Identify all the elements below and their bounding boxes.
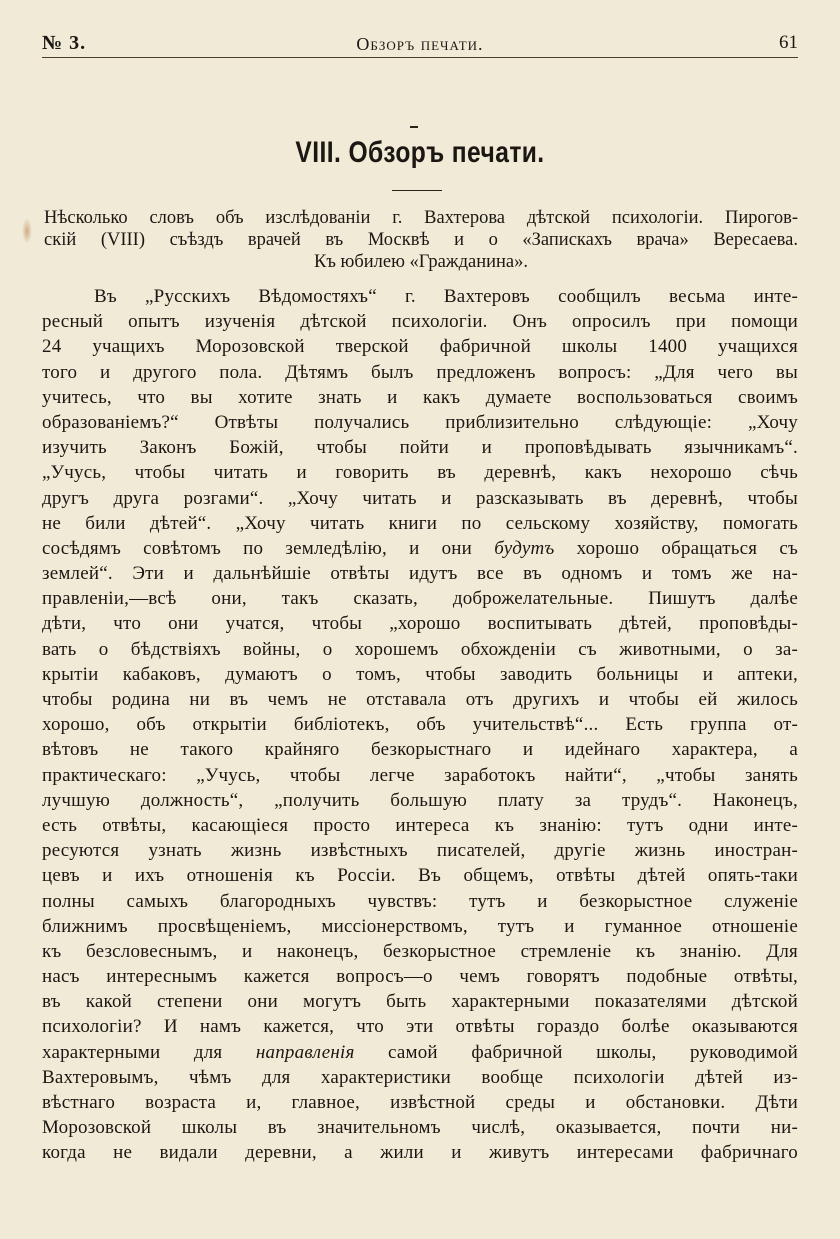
body-line: цевъ и ихъ отношенія къ Россіи. Въ общемъ, отвѣты дѣтей опять-таки: [42, 865, 798, 887]
section-title: VIII. Обзоръ печати.: [295, 136, 545, 169]
body-line: полны самыхъ благородныхъ чувствъ: тутъ и безкорыстное служеніе: [42, 890, 798, 912]
body-line: къ безсловеснымъ, и наконецъ, безкорыстное стремленіе къ знанію. Для: [42, 940, 798, 962]
body-line: Морозовской школы въ значительномъ числѣ, оказывается, почти ни-: [42, 1117, 798, 1139]
article-body: [42, 284, 798, 1166]
running-title: Обзоръ печати.: [356, 34, 484, 54]
body-line: дѣти, что они учатся, чтобы „хорошо воспитывать дѣтей, проповѣды-: [42, 613, 798, 635]
body-line: учитесь, что вы хотите знать и какъ думаете воспользоваться своимъ: [42, 386, 798, 408]
page-number: 61: [779, 32, 798, 53]
summary-line: Нѣсколько словъ объ изслѣдованіи г. Вахтерова дѣтской психологіи. Пирогов-: [44, 208, 798, 228]
title-ornament: [410, 126, 418, 128]
body-line: психологіи? И намъ кажется, что эти отвѣты гораздо болѣе оказываются: [42, 1016, 798, 1038]
body-line: когда не видали деревни, а жили и живутъ интересами фабричнаго: [42, 1142, 798, 1164]
body-line: чтобы родина ни въ чемъ не отставала отъ другихъ и чтобы ей жилось: [42, 689, 798, 710]
body-line: хорошо, объ открытіи библіотекъ, объ учительствѣ“... Есть группа от-: [42, 714, 798, 736]
body-line: не били дѣтей“. „Хочу читать книги по сельскому хозяйству, помогать: [42, 512, 798, 534]
body-line: практическаго: „Учусь, чтобы легче заработокъ найти“, „чтобы занять: [42, 764, 798, 786]
summary-line: скій (VIII) съѣздъ врачей въ Москвѣ и о «Запискахъ врача» Вересаева.: [44, 230, 798, 250]
body-line: насъ интереснымъ кажется вопросъ—о чемъ говорятъ подобные отвѣты,: [42, 966, 798, 988]
body-line: лучшую должность“, „получить большую плату за трудъ“. Наконецъ,: [42, 789, 798, 811]
body-line: вать о бѣдствіяхъ войны, о хорошемъ обхожденіи съ животными, о за-: [42, 638, 798, 660]
body-line: изучить Законъ Божій, чтобы пойти и проповѣдывать язычникамъ“.: [42, 437, 798, 459]
body-line: ресуются узнать жизнь извѣстныхъ писателей, другіе жизнь иностран-: [42, 840, 798, 862]
body-line: образованіемъ?“ Отвѣты получались приблизительно слѣдующіе: „Хочу: [42, 411, 798, 433]
header-rule: [42, 57, 798, 58]
summary-line: Къ юбилею «Гражданина».: [314, 252, 528, 272]
body-line: правленіи,—всѣ они, такъ сказать, доброжелательные. Пишутъ далѣе: [42, 588, 798, 610]
body-line: того и другого пола. Дѣтямъ былъ предложенъ вопросъ: „Для чего вы: [42, 361, 798, 383]
body-line: сосѣдямъ совѣтомъ по земледѣлію, и они будутъ хорошо обращаться съ: [42, 537, 798, 559]
issue-number: № 3.: [42, 32, 87, 54]
body-line: ближнимъ просвѣщеніемъ, миссіонерствомъ, тутъ и гуманное отношеніе: [42, 915, 798, 937]
body-line: ресный опытъ изученія дѣтской психологіи. Онъ опросилъ при помощи: [42, 311, 798, 333]
italic-word: направленія: [255, 1041, 355, 1063]
body-line: землей“. Эти и дальнѣйшіе отвѣты идутъ все въ одномъ и томъ же на-: [42, 563, 798, 585]
body-line: Вахтеровымъ, чѣмъ для характеристики вообще психологіи дѣтей из-: [42, 1066, 798, 1088]
italic-word: будутъ: [494, 537, 555, 559]
body-line: 24 учащихъ Морозовской тверской фабричной школы 1400 учащихся: [42, 336, 798, 358]
body-line: характерными для направленія самой фабричной школы, руководимой: [42, 1041, 798, 1063]
body-line: вѣтовъ не такого крайняго безкорыстнаго и идейнаго характера, а: [42, 739, 798, 761]
body-line: „Учусь, чтобы читать и говорить въ деревнѣ, какъ нехорошо сѣчь: [42, 462, 798, 484]
section-summary: [44, 207, 798, 273]
body-line: другъ друга розгами“. „Хочу читать и разсказывать въ деревнѣ, чтобы: [42, 487, 798, 509]
body-line: крытіи кабаковъ, думаютъ о томъ, чтобы заводить больницы и аптеки,: [42, 663, 798, 685]
title-rule: [392, 190, 442, 191]
page-stain: [22, 218, 32, 244]
body-line: въ какой степени они могутъ быть характерными показателями дѣтской: [42, 991, 798, 1013]
body-line: есть отвѣты, касающіеся просто интереса къ знанію: тутъ одни инте-: [42, 814, 798, 836]
body-line: вѣстнаго возраста и, главное, извѣстной среды и обстановки. Дѣти: [42, 1092, 798, 1113]
body-line: Въ „Русскихъ Вѣдомостяхъ“ г. Вахтеровъ сообщилъ весьма инте-: [94, 286, 798, 307]
